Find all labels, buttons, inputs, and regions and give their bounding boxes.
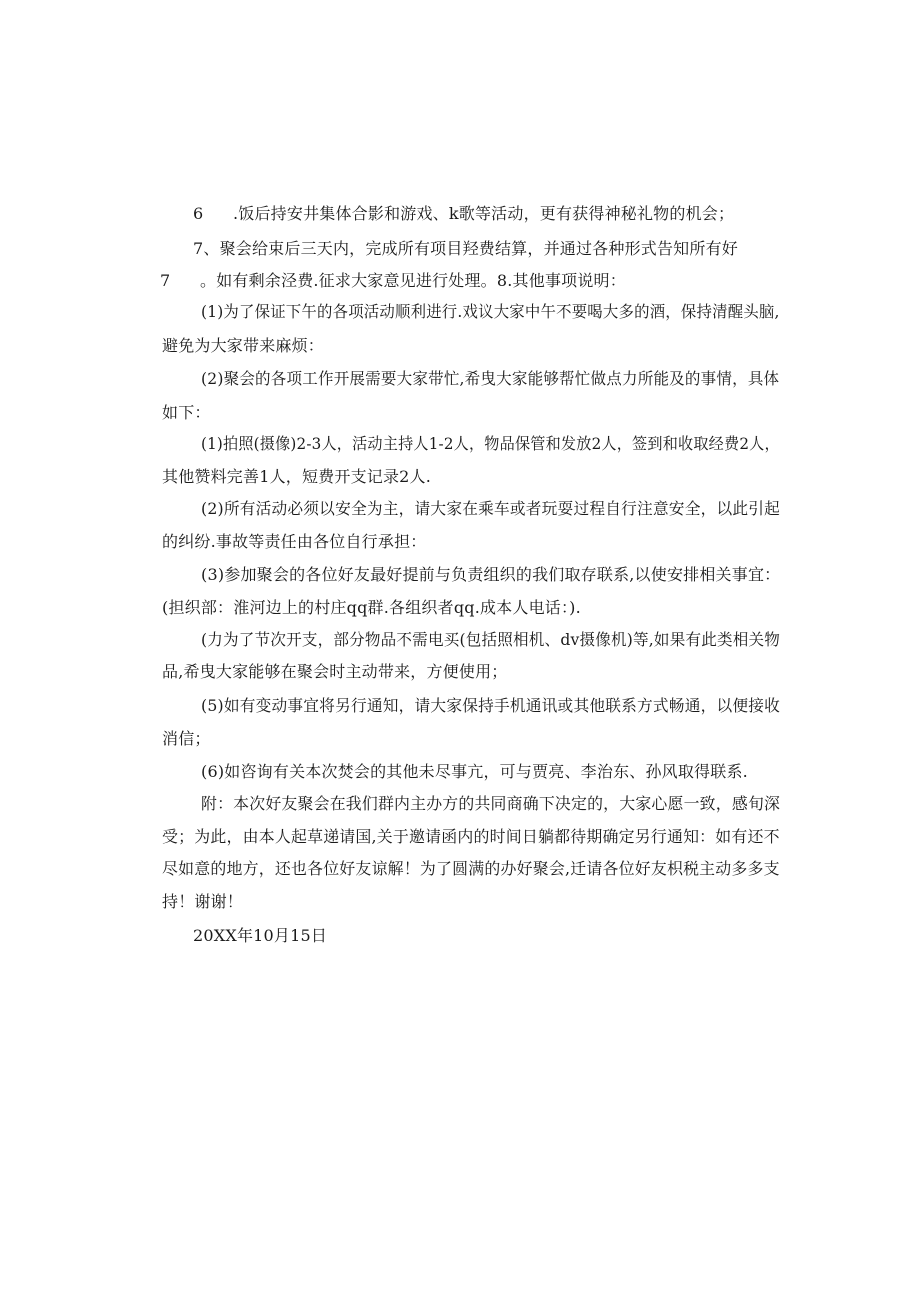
note-2-line-2: 如下：: [162, 403, 211, 422]
appendix-line-2: 受；为此，由本人起草递请国,关于邀请函内的时间日躺都待期确定另行通知：如有还不: [162, 827, 780, 846]
note-3-line-2: 其他赞料完善1人，短费开支记录2人.: [162, 467, 432, 486]
date-line: 20XX年10月15日: [193, 926, 328, 945]
note-8-line-1: (6)如咨询有关本次焚会的其他未尽事亢，可与贾亮、李治东、孙风取得联系.: [201, 762, 748, 781]
note-2-line-1: (2)聚会的各项工作开展需要大家带忙,希曳大家能够帮忙做点力所能及的事情，具体: [201, 369, 780, 388]
note-1-line-2: 避免为大家带来麻烦：: [162, 336, 325, 355]
note-7-line-2: 消信；: [162, 729, 211, 748]
item-7-line-1: 7、聚会给束后三天内，完成所有项目羟费结算，并通过各种形式告知所有好: [193, 239, 738, 258]
item-6-text: .饭后持安井集体合影和游戏、k歌等活动，更有获得神秘礼物的机会；: [233, 204, 735, 223]
note-5-line-2: (担织部：淮河边上的村庄qq群.各组织者qq.成本人电话：).: [162, 598, 581, 617]
appendix-line-1: 附：本次好友聚会在我们群内主办方的共同商确下决定的，大家心愿一致，感旬深: [201, 794, 781, 813]
note-6-line-2: 品,希曳大家能够在聚会时主动带来，方便使用；: [162, 662, 508, 681]
note-5-line-1: (3)参加聚会的各位好友最好提前与负责组织的我们取存联系,以使安排相关事宜：: [201, 565, 781, 584]
note-6-line-1: (力为了节次开支，部分物品不需电买(包括照相机、dv摄像机)等,如果有此类相关物: [201, 630, 781, 649]
item-7-line-2: [160, 271, 626, 291]
note-3-line-1: (1)拍照(摄像)2-3人，活动主持人1-2人，物品保管和发放2人，签到和收取经费2人，: [201, 434, 780, 453]
note-4-line-1: (2)所有活动必须以安全为主，请大家在乘车或者玩耍过程自行注意安全，以此引起: [201, 499, 781, 518]
note-4-line-2: 的纠纷.事故等责任由各位自行承担：: [162, 532, 427, 551]
item-6-line: [193, 204, 734, 224]
item-7-number: 7: [160, 271, 171, 290]
appendix-line-4: 持！谢谢！: [162, 892, 244, 911]
appendix-line-3: 尽如意的地方，还也各位好友谅解！为了圆满的办好聚会,迁请各位好友枳税主动多多支: [162, 859, 780, 878]
item-6-number: 6: [193, 204, 204, 223]
note-1-line-1: (1)为了保证下午的各项活动顺利进行.戏议大家中午不要喝大多的酒，保持清醒头脑,: [201, 302, 780, 321]
item-7-text: 。如有剩余泾费.征求大家意见进行处理。8.其他事项说明：: [200, 271, 626, 290]
note-7-line-1: (5)如有变动事宜将另行通知，请大家保持手机通讯或其他联系方式畅通，以便接收: [201, 696, 781, 715]
